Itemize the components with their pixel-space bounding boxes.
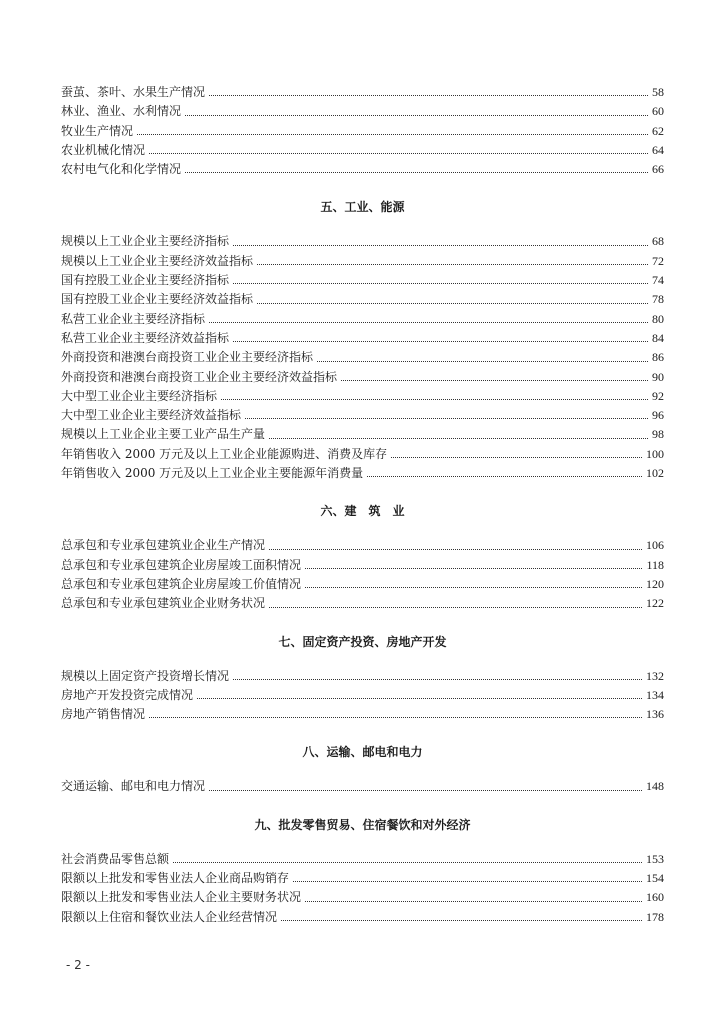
- toc-entry: [61, 271, 664, 290]
- toc-entry-title: 蚕茧、茶叶、水果生产情况: [61, 85, 206, 99]
- toc-entry-title: 限额以上批发和零售业法人企业商品购销存: [61, 871, 290, 886]
- dot-leader: [185, 172, 648, 173]
- toc-entry: [61, 464, 664, 483]
- toc-entry: [61, 536, 664, 555]
- section-heading: 九、批发零售贸易、住宿餐饮和对外经济: [254, 817, 471, 832]
- toc-entry-title: 房地产销售情况: [61, 707, 146, 722]
- section-spacer: [61, 797, 664, 815]
- toc-entry-title: 总承包和专业承包建筑业企业财务状况: [61, 596, 266, 611]
- toc-entry: [61, 329, 664, 348]
- toc-entry: [61, 888, 664, 907]
- dot-leader: [317, 361, 648, 362]
- toc-entry-page-number: 102: [646, 466, 664, 481]
- toc-entry-page-number: 106: [646, 538, 664, 553]
- toc-entry: [61, 310, 664, 329]
- dot-leader: [209, 790, 642, 791]
- dot-leader: [269, 607, 642, 608]
- dot-leader: [233, 679, 642, 680]
- toc-entry: [61, 252, 664, 271]
- dot-leader: [257, 303, 648, 304]
- toc-entry: [61, 686, 664, 705]
- toc-entry-page-number: 98: [652, 427, 664, 442]
- dot-leader: [173, 862, 642, 863]
- toc-entry-title: 规模以上固定资产投资增长情况: [61, 668, 230, 683]
- toc-entry-page-number: 100: [646, 446, 664, 461]
- toc-entry-page-number: 178: [646, 909, 664, 924]
- toc-entry-page-number: 118: [646, 557, 664, 572]
- toc-entry: [61, 141, 664, 160]
- toc-entry-page-number: 153: [646, 851, 664, 866]
- toc-entry-title: 大中型工业企业主要经济指标: [61, 388, 218, 403]
- toc-entry-title: 总承包和专业承包建筑业企业生产情况: [61, 538, 266, 553]
- toc-entry-page-number: 78: [652, 292, 664, 307]
- toc-entry-page-number: 96: [652, 408, 664, 423]
- toc-entry-title: 农村电气化和化学情况: [61, 162, 182, 177]
- section-spacer: [61, 835, 664, 850]
- toc-entry-title: 农业机械化情况: [61, 142, 146, 157]
- dot-leader: [281, 920, 642, 921]
- toc-entry: [61, 556, 664, 575]
- section-heading: 六、建 筑 业: [320, 504, 405, 519]
- toc-entry-title: 牧业生产情况: [61, 123, 134, 138]
- toc-entry-title: 交通运输、邮电和电力情况: [61, 779, 206, 794]
- toc-entry-title: 社会消费品零售总额: [61, 851, 170, 866]
- toc-entry: [61, 348, 664, 367]
- toc-entry: [61, 406, 664, 425]
- dot-leader: [305, 901, 642, 902]
- toc-entry: [61, 83, 664, 102]
- toc-entry-page-number: 64: [652, 142, 664, 157]
- toc-entry-title: 规模以上工业企业主要经济效益指标: [61, 253, 254, 268]
- dot-leader: [197, 698, 642, 699]
- toc-entry-title: 总承包和专业承包建筑企业房屋竣工面积情况: [61, 557, 302, 572]
- toc-entry-page-number: 154: [646, 871, 664, 886]
- toc-entry-page-number: 86: [652, 350, 664, 365]
- toc-entry-title: 总承包和专业承包建筑企业房屋竣工价值情况: [61, 576, 302, 591]
- toc-entry: [61, 387, 664, 406]
- toc-entry-title: 外商投资和港澳台商投资工业企业主要经济指标: [61, 350, 314, 365]
- dot-leader: [293, 881, 642, 882]
- section-spacer: [61, 483, 664, 501]
- toc-entry-page-number: 72: [652, 253, 664, 268]
- toc-entry-page-number: 74: [652, 273, 664, 288]
- toc-entry-page-number: 122: [646, 596, 664, 611]
- toc-entry-page-number: 80: [652, 311, 664, 326]
- dot-leader: [137, 134, 648, 135]
- toc-entry-title: 私营工业企业主要经济效益指标: [61, 330, 230, 345]
- toc-entry-title: 私营工业企业主要经济指标: [61, 311, 206, 326]
- toc-entry: [61, 908, 664, 927]
- toc-entry-page-number: 58: [652, 85, 664, 99]
- dot-leader: [391, 457, 642, 458]
- toc-entry-title: 规模以上工业企业主要工业产品生产量: [61, 427, 266, 442]
- dot-leader: [257, 264, 648, 265]
- section-heading: 八、运输、邮电和电力: [302, 745, 423, 760]
- toc-entry: [61, 575, 664, 594]
- section-spacer: [61, 724, 664, 742]
- toc-entry: [61, 290, 664, 309]
- toc-entry: [61, 705, 664, 724]
- dot-leader: [221, 399, 648, 400]
- toc-entry: [61, 777, 664, 796]
- toc-entry-page-number: 66: [652, 162, 664, 177]
- section-spacer: [61, 762, 664, 777]
- table-of-contents: [61, 83, 664, 927]
- section-spacer: [61, 217, 664, 232]
- toc-entry: [61, 594, 664, 613]
- toc-entry-page-number: 90: [652, 369, 664, 384]
- dot-leader: [341, 380, 648, 381]
- dot-leader: [233, 283, 648, 284]
- toc-entry: [61, 425, 664, 444]
- section-spacer: [61, 179, 664, 197]
- toc-entry-title: 国有控股工业企业主要经济效益指标: [61, 292, 254, 307]
- dot-leader: [269, 438, 648, 439]
- toc-entry: [61, 122, 664, 141]
- toc-entry-page-number: 160: [646, 890, 664, 905]
- toc-entry-title: 外商投资和港澳台商投资工业企业主要经济效益指标: [61, 369, 338, 384]
- page-number: - 2 -: [66, 958, 90, 972]
- dot-leader: [209, 95, 648, 96]
- toc-entry-title: 房地产开发投资完成情况: [61, 687, 194, 702]
- toc-entry: [61, 850, 664, 869]
- section-spacer: [61, 521, 664, 536]
- dot-leader: [305, 587, 642, 588]
- toc-entry: [61, 160, 664, 179]
- dot-leader: [149, 153, 648, 154]
- toc-entry: [61, 232, 664, 251]
- toc-entry-page-number: 62: [652, 123, 664, 138]
- dot-leader: [233, 341, 648, 342]
- dot-leader: [305, 568, 642, 569]
- dot-leader: [185, 115, 648, 116]
- toc-entry-page-number: 92: [652, 388, 664, 403]
- toc-entry: [61, 667, 664, 686]
- toc-entry-title: 年销售收入 2000 万元及以上工业企业主要能源年消费量: [61, 466, 364, 481]
- toc-entry-title: 林业、渔业、水利情况: [61, 104, 182, 119]
- toc-entry-page-number: 132: [646, 668, 664, 683]
- toc-entry-title: 规模以上工业企业主要经济指标: [61, 234, 230, 249]
- toc-entry-page-number: 84: [652, 330, 664, 345]
- section-heading: 七、固定资产投资、房地产开发: [278, 634, 447, 649]
- toc-entry-page-number: 136: [646, 707, 664, 722]
- section-spacer: [61, 614, 664, 632]
- toc-entry-title: 限额以上住宿和餐饮业法人企业经营情况: [61, 909, 278, 924]
- toc-entry-title: 国有控股工业企业主要经济指标: [61, 273, 230, 288]
- dot-leader: [245, 418, 648, 419]
- toc-entry-title: 限额以上批发和零售业法人企业主要财务状况: [61, 890, 302, 905]
- dot-leader: [367, 476, 642, 477]
- toc-entry-page-number: 148: [646, 779, 664, 794]
- toc-entry: [61, 368, 664, 387]
- toc-entry: [61, 869, 664, 888]
- toc-entry-page-number: 120: [646, 576, 664, 591]
- toc-entry-page-number: 68: [652, 234, 664, 249]
- toc-entry: [61, 445, 664, 464]
- section-heading: 五、工业、能源: [320, 200, 405, 215]
- toc-entry: [61, 102, 664, 121]
- section-spacer: [61, 652, 664, 667]
- toc-entry-title: 年销售收入 2000 万元及以上工业企业能源购进、消费及库存: [61, 446, 388, 461]
- toc-entry-page-number: 134: [646, 687, 664, 702]
- dot-leader: [149, 717, 642, 718]
- dot-leader: [269, 549, 642, 550]
- dot-leader: [209, 322, 648, 323]
- dot-leader: [233, 245, 648, 246]
- toc-entry-title: 大中型工业企业主要经济效益指标: [61, 408, 242, 423]
- toc-entry-page-number: 60: [652, 104, 664, 119]
